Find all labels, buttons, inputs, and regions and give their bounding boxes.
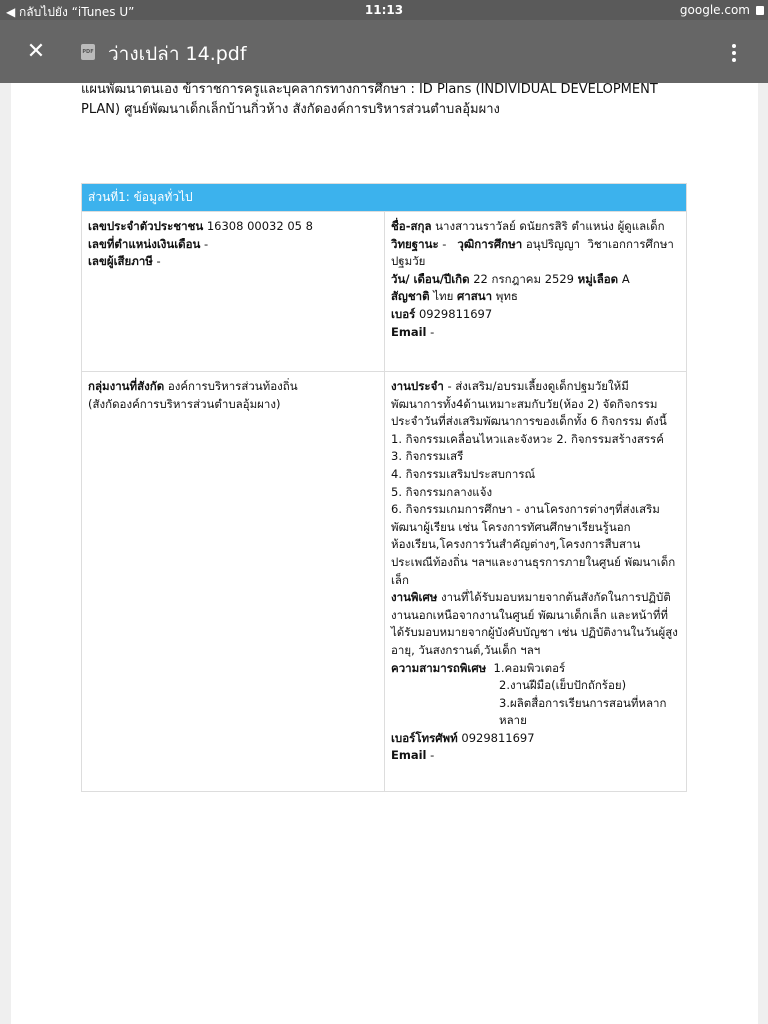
id-label: เลขประจำตัวประชาชน (88, 219, 204, 233)
education-value: อนุปริญญา (525, 236, 581, 251)
name-value: นางสาวนราวัลย์ ดนัยกรสิริ (435, 219, 568, 233)
intro-line-1: แผนพัฒนาตนเอง ข้าราชการครูและบุคลากรทางการศึกษา : ID Plans (INDIVIDUAL DEVELOPMENT (81, 82, 658, 97)
religion-label: ศาสนา (456, 289, 493, 304)
email-label: Email (391, 324, 427, 339)
salary-value: - (204, 236, 209, 251)
tel-label: เบอร์โทรศัพท์ (391, 730, 458, 745)
viewer-toolbar (0, 20, 768, 83)
dob-label: วัน/ เดือน/ปีเกิด (391, 271, 470, 286)
work-group-cell (82, 372, 385, 792)
pdf-page[interactable] (11, 83, 758, 1024)
skill-1: 1.คอมพิวเตอร์ (493, 660, 566, 675)
tax-value: - (156, 254, 161, 269)
document-title: ว่างเปล่า 14.pdf (108, 43, 247, 65)
blood-label: หมู่เลือด (577, 271, 619, 286)
phone-value: 0929811697 (418, 306, 493, 321)
salary-label: เลขที่ตำแหน่งเงินเดือน (88, 236, 201, 251)
tel-value: 0929811697 (461, 730, 535, 745)
id-cell (82, 212, 385, 372)
education-label: วุฒิการศึกษา (457, 236, 523, 251)
phone-label: เบอร์ (391, 306, 416, 321)
group-value: องค์การบริหารส่วนท้องถิ่น (167, 379, 298, 393)
rank-value: - (442, 236, 447, 251)
special-label: งานพิเศษ (391, 590, 438, 605)
more-dot-icon (732, 58, 736, 62)
major-value: วิชาเอกการศึกษาปฐมวัย (391, 236, 674, 269)
id-value: 16308 00032 05 8 (206, 219, 313, 233)
group-sub: (สังกัดองค์การบริหารส่วนตำบลอุ้มผาง) (88, 396, 281, 411)
email-value: - (430, 324, 435, 339)
religion-value: พุทธ (495, 289, 518, 304)
email-value-2: - (430, 748, 435, 763)
skills-label: ความสามารถพิเศษ (391, 660, 487, 675)
battery-icon (756, 6, 764, 15)
more-dot-icon (732, 44, 736, 48)
group-label: กลุ่มงานที่สังกัด (88, 379, 165, 393)
pdf-file-icon: PDF (81, 44, 95, 60)
intro-paragraph (81, 80, 701, 120)
more-dot-icon (732, 51, 736, 55)
email-label-2: Email (391, 748, 427, 763)
personal-cell (385, 212, 687, 372)
special-text: งานที่ได้รับมอบหมายจากต้นสังกัดในการปฏิบัติงานนอกเหนือจากงานในศูนย์ พัฒนาเด็กเล็ก และหน้าที่ที่ได้รับมอบหมายจากผู้บังคับบัญชา เช่น ปฏิบัติงานในวันผู้สูงอายุ, วันสงกรานต์,วันเด็ก ฯลฯ (391, 590, 678, 657)
general-info-table (81, 183, 687, 792)
rank-label: วิทยฐานะ (391, 236, 439, 251)
duty-text: - ส่งเสริม/อบรมเลี้ยงดูเด็กปฐมวัยให้มีพัฒนาการทั้ง4ด้านเหมาะสมกับวัย(ห้อง 2) จัดกิจกรรมประจำวันที่ส่งเสริมพัฒนาการของเด็กทั้ง 6 กิจกรรม ดังนี้ (391, 379, 667, 429)
section-header: ส่วนที่1: ข้อมูลทั่วไป (82, 184, 687, 212)
more-options-button[interactable] (726, 42, 742, 64)
activity-line: 6. กิจกรรมเกมการศึกษา - งานโครงการต่างๆที่ส่งเสริมพัฒนาผู้เรียน เช่น โครงการทัศนศึกษาเรียนรู้นอกห้องเรียน,โครงการวันสำคัญต่างๆ,โครงการสืบสานประเพณีท้องถิ่น ฯลฯและงานธุรการภายในศูนย์ พัฒนาเด็กเล็ก (391, 502, 676, 587)
status-bar (0, 0, 768, 20)
activity-line: 4. กิจกรรมเสริมประสบการณ์ (391, 466, 536, 481)
duties-cell (385, 372, 687, 792)
status-time: 11:13 (364, 3, 404, 17)
blood-value: A (621, 271, 630, 286)
activity-line: 5. กิจกรรมกลางแจ้ง (391, 484, 493, 499)
skill-2: 2.งานฝีมือ(เย็บปักถักร้อย) (499, 678, 627, 693)
activity-line: 1. กิจกรรมเคลื่อนไหวและจังหวะ 2. กิจกรรมสร้างสรรค์ (391, 431, 664, 446)
skill-3: 3.ผลิตสื่อการเรียนการสอนที่หลากหลาย (499, 695, 667, 728)
status-site: google.com (679, 3, 750, 17)
back-to-app-link[interactable]: ◀ กลับไปยัง “iTunes U” (6, 5, 135, 19)
position-label: ตำแหน่ง (571, 219, 614, 233)
dob-value: 22 กรกฎาคม 2529 (473, 271, 574, 286)
duty-label: งานประจำ (391, 379, 444, 393)
intro-line-2: PLAN) ศูนย์พัฒนาเด็กเล็กบ้านกิ่วห้าง สังกัดองค์การบริหารส่วนตำบลอุ้มผาง (81, 102, 500, 117)
position-value: ผู้ดูแลเด็ก (617, 219, 665, 233)
close-button[interactable]: ✕ (26, 39, 46, 64)
name-label: ชื่อ-สกุล (391, 219, 432, 233)
tax-label: เลขผู้เสียภาษี (88, 254, 153, 269)
nationality-label: สัญชาติ (391, 289, 430, 304)
nationality-value: ไทย (433, 289, 454, 304)
activity-line: 3. กิจกรรมเสรี (391, 449, 464, 464)
